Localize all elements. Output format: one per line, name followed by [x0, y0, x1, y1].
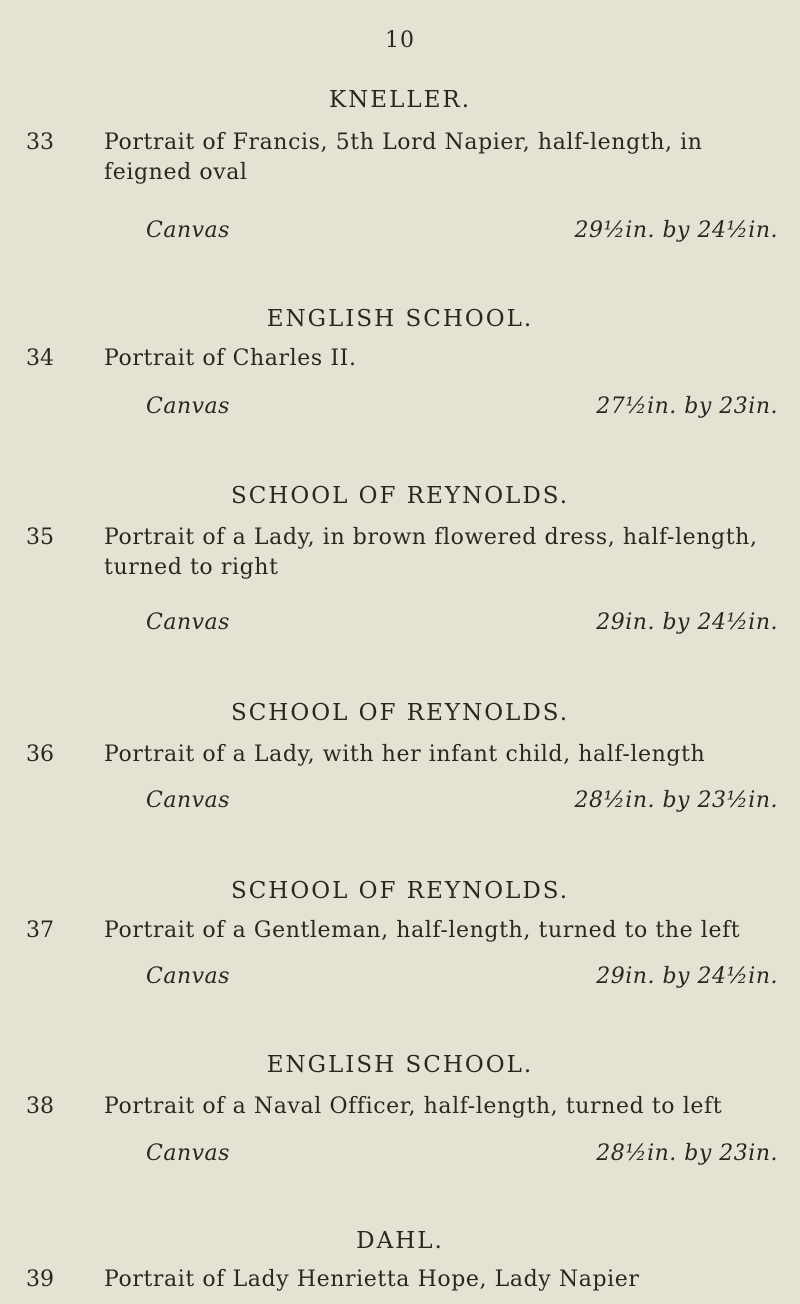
lot-dimensions: 28½in. by 23in. — [596, 1141, 778, 1166]
lot-title: Portrait of a Naval Officer, half-length, turned to left — [104, 1094, 723, 1119]
lot-heading: SCHOOL OF REYNOLDS. — [230, 878, 570, 904]
lot-medium: Canvas — [146, 610, 230, 635]
lot-heading: DAHL. — [356, 1228, 444, 1254]
lot-title: Portrait of a Gentleman, half-length, turned to the left — [104, 918, 741, 943]
lot-medium: Canvas — [146, 218, 230, 243]
lot-title: Portrait of Francis, 5th Lord Napier, half-length, in feigned oval — [104, 130, 703, 185]
lot-heading: SCHOOL OF REYNOLDS. — [230, 483, 570, 509]
lot-medium: Canvas — [146, 1141, 230, 1166]
lot-dimensions: 29in. by 24½in. — [596, 964, 778, 989]
lot-title: Portrait of Lady Henrietta Hope, Lady Napier — [104, 1267, 640, 1292]
lot-number: 39 — [26, 1267, 54, 1292]
lot-dimensions: 29½in. by 24½in. — [574, 218, 778, 243]
lot-number: 38 — [26, 1094, 54, 1119]
lot-number: 35 — [26, 525, 54, 550]
lot-dimensions: 29in. by 24½in. — [596, 610, 778, 635]
lot-number: 36 — [26, 742, 54, 767]
page-number: 10 — [385, 28, 415, 53]
lot-title: Portrait of a Lady, in brown flowered dress, half-length, turned to right — [104, 525, 758, 580]
lot-heading: KNELLER. — [328, 87, 472, 113]
lot-heading: SCHOOL OF REYNOLDS. — [230, 700, 570, 726]
lot-heading: ENGLISH SCHOOL. — [266, 1052, 534, 1078]
lot-medium: Canvas — [146, 964, 230, 989]
lot-medium: Canvas — [146, 788, 230, 813]
lot-heading: ENGLISH SCHOOL. — [266, 306, 534, 332]
lot-number: 37 — [26, 918, 54, 943]
lot-number: 33 — [26, 130, 54, 155]
lot-dimensions: 27½in. by 23in. — [596, 394, 778, 419]
lot-title: Portrait of Charles II. — [104, 346, 357, 371]
lot-medium: Canvas — [146, 394, 230, 419]
lot-number: 34 — [26, 346, 54, 371]
lot-dimensions: 28½in. by 23½in. — [574, 788, 778, 813]
lot-title: Portrait of a Lady, with her infant child, half-length — [104, 742, 706, 767]
